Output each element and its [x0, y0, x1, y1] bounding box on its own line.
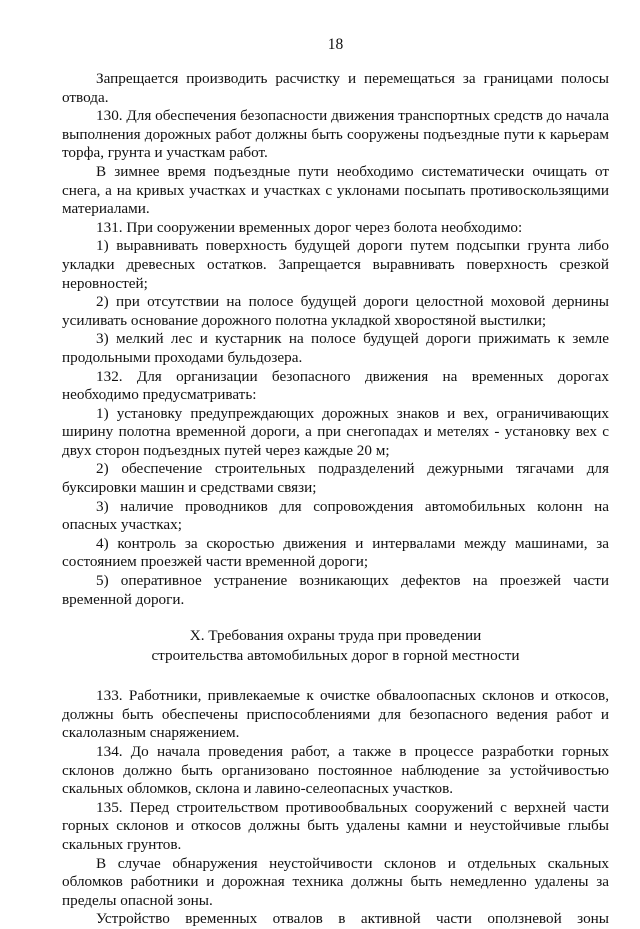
paragraph: 133. Работники, привлекаемые к очистке обвалоопасных склонов и откосов, должны быть обеспечены приспособлениями для безопасного ведения работ и скалолазным снаряжением.	[62, 687, 609, 742]
paragraph: 3) мелкий лес и кустарник на полосе будущей дороги прижимать к земле продольными проходами бульдозера.	[62, 330, 609, 366]
section-heading-line: строительства автомобильных дорог в горной местности	[151, 647, 520, 665]
paragraph: 1) установку предупреждающих дорожных знаков и вех, ограничивающих ширину полотна временной дороги, а при снегопадах и метелях - установку вех с двух сторон подъездных путей через каждые 20 м;	[62, 404, 609, 459]
paragraph: 4) контроль за скоростью движения и интервалами между машинами, за состоянием проезжей части временной дороги;	[62, 534, 609, 571]
paragraphs-before	[62, 70, 609, 609]
paragraph: 131. При сооружении временных дорог через болота необходимо:	[96, 218, 523, 236]
paragraph: 132. Для организации безопасного движения на временных дорогах необходимо предусматривать:	[62, 367, 609, 404]
paragraph: 1) выравнивать поверхность будущей дороги путем подсыпки грунта либо укладки древесных остатков. Запрещается выравнивать поверхность срезкой неровностей;	[62, 237, 609, 292]
page-number: 18	[327, 36, 344, 53]
section-heading	[62, 626, 609, 666]
paragraph: 2) при отсутствии на полосе будущей дороги целостной моховой дернины усиливать основание дорожного полотна укладкой хворостяной выстилки;	[62, 293, 609, 329]
paragraph: 5) оперативное устранение возникающих дефектов на проезжей части временной дороги.	[62, 572, 609, 608]
paragraph: Запрещается производить расчистку и перемещаться за границами полосы отвода.	[62, 70, 609, 106]
paragraph: 130. Для обеспечения безопасности движения транспортных средств до начала выполнения дорожных работ должны быть сооружены подъездные пути к карьерам торфа, грунта и участкам работ.	[62, 107, 609, 162]
paragraph: 2) обеспечение строительных подразделений дежурными тягачами для буксировки машин и средствами связи;	[62, 460, 609, 497]
paragraph: В зимнее время подъездные пути необходимо систематически очищать от снега, а на кривых участках и участках с уклонами посыпать противоскользящими материалами.	[62, 162, 609, 218]
paragraphs-after	[62, 687, 609, 929]
paragraph: В случае обнаружения неустойчивости склонов и отдельных скальных обломков работники и дорожная техника должны быть немедленно удалены за пределы опасной зоны.	[62, 854, 609, 909]
paragraph: 134. До начала проведения работ, а также в процессе разработки горных склонов должно быть организовано постоянное наблюдение за устойчивостью скальных обломков, склона и лавино-селеопасных участков.	[62, 743, 609, 798]
section-heading-line: X. Требования охраны труда при проведении	[189, 627, 482, 645]
paragraph: 135. Перед строительством противообвальных сооружений с верхней части горных склонов и откосов должны быть удалены камни и неустойчивые глыбы скальных грунтов.	[62, 798, 609, 853]
paragraph: Устройство временных отвалов в активной части оползневой зоны	[96, 910, 609, 928]
paragraph: 3) наличие проводников для сопровождения автомобильных колонн на опасных участках;	[62, 497, 609, 534]
